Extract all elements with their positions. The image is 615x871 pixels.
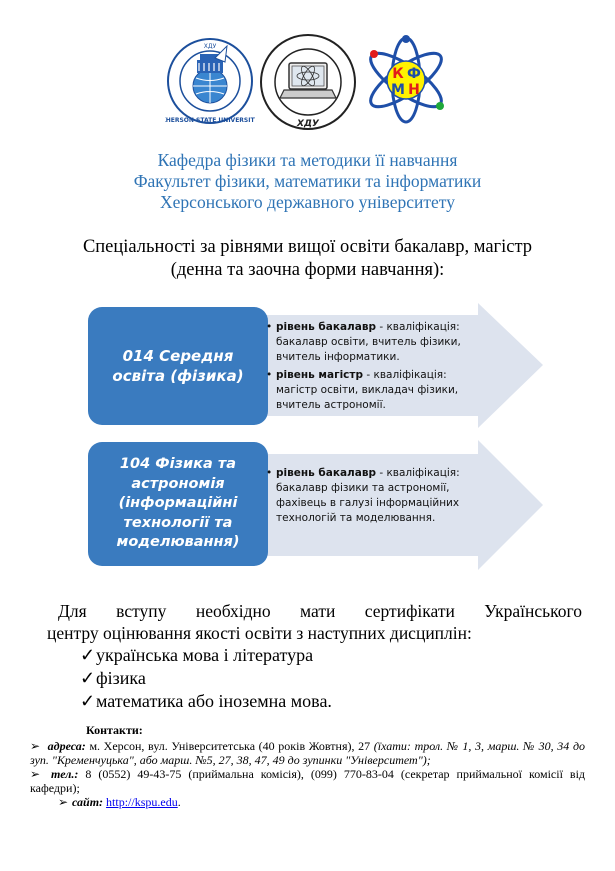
bullet-icon: • xyxy=(266,321,273,333)
qualification-text: бакалавр фізики та астрономії, xyxy=(276,482,450,494)
arrow-bullet-icon: ➢ xyxy=(30,767,41,781)
address-note: (їхати: трол. № 1, 3, марш. № 30, 34 до зуп. "Кременчуцька", або марш. №5, 27, 38, 47, 49 до зупинки "Університет"); xyxy=(30,739,586,767)
logos-row xyxy=(0,28,615,138)
subject-item xyxy=(80,667,332,690)
department-name: Кафедра фізики та методики її навчання xyxy=(157,150,458,170)
svg-text:KHERSON STATE UNIVERSITY: KHERSON STATE UNIVERSITY xyxy=(165,117,255,124)
subject-item xyxy=(80,644,332,667)
qualification-text: вчитель інформатики. xyxy=(276,351,400,363)
specialty-title-line: технології та xyxy=(123,514,233,531)
site-label: сайт: xyxy=(72,795,104,809)
qualification-item xyxy=(266,320,486,365)
specialty-title-box xyxy=(88,442,268,566)
specialty-title-box xyxy=(88,307,268,425)
specialty-title-line: 014 Середня xyxy=(122,347,234,365)
entry-requirements xyxy=(47,600,582,644)
specialty-title-line: (інформаційні xyxy=(118,495,238,512)
subject-label: українська мова і література xyxy=(96,645,314,665)
specialties-heading-line1: Спеціальності за рівнями вищої освіти бакалавр, магістр xyxy=(82,237,533,257)
level-label: рівень бакалавр xyxy=(276,321,376,333)
specialty-items xyxy=(266,466,486,529)
arrow-bullet-icon: ➢ xyxy=(58,795,69,809)
specialty-items xyxy=(266,320,486,416)
qualification-text: фахівець в галузі інформаційних xyxy=(276,497,460,509)
qualification-text: бакалавр освіти, вчитель фізики, xyxy=(276,336,461,348)
subject-list xyxy=(80,644,332,713)
address-text: м. Херсон, вул. Університетська (40 років Жовтня), 27 xyxy=(85,739,374,753)
svg-text:Ф: Ф xyxy=(407,66,421,82)
svg-text:Н: Н xyxy=(408,82,420,98)
subject-label: фізика xyxy=(96,668,146,688)
phone-label: тел.: xyxy=(51,767,79,781)
kfmn-atom-icon xyxy=(360,34,452,126)
contacts-section xyxy=(30,723,585,809)
svg-text:ХДУ: ХДУ xyxy=(297,119,319,129)
address-label: адреса: xyxy=(47,739,86,753)
kherson-state-university-seal-icon xyxy=(165,36,255,126)
bullet-icon: • xyxy=(266,369,273,381)
svg-text:К: К xyxy=(392,66,404,82)
specialty-card-2 xyxy=(88,440,548,570)
qualification-item xyxy=(266,466,486,526)
qualification-text: технологій та моделювання. xyxy=(276,512,436,524)
contacts-title: Контакти: xyxy=(86,723,143,737)
qualification-text: - кваліфікація: xyxy=(363,369,447,381)
level-label: рівень бакалавр xyxy=(276,467,376,479)
level-label: рівень магістр xyxy=(276,369,364,381)
site-end: . xyxy=(177,795,181,809)
svg-text:М: М xyxy=(391,82,405,98)
entry-text-line2: центру оцінювання якості освіти з наступних дисциплін: xyxy=(47,623,472,643)
subject-label: математика або іноземна мова. xyxy=(96,691,332,711)
checkmark-icon: ✓ xyxy=(80,668,96,688)
address-row xyxy=(30,739,585,767)
qualification-text: вчитель астрономії. xyxy=(276,399,386,411)
specialty-title-line: астрономія xyxy=(131,475,225,492)
entry-text-line1: Для вступу необхідно мати сертифікати Українського xyxy=(58,601,582,621)
arrow-bullet-icon: ➢ xyxy=(30,739,41,753)
faculty-laptop-atom-icon xyxy=(258,30,358,134)
qualification-text: - кваліфікація: xyxy=(376,321,460,333)
qualification-text: магістр освіти, викладач фізики, xyxy=(276,384,459,396)
checkmark-icon: ✓ xyxy=(80,645,96,665)
specialty-title-line: 104 Фізика та xyxy=(119,456,237,473)
seal-ring-text: ХДУ xyxy=(203,43,217,50)
specialties-heading xyxy=(0,236,615,282)
phone-row xyxy=(30,767,585,795)
subject-item xyxy=(80,690,332,713)
faculty-name: Факультет фізики, математики та інформатики xyxy=(133,171,482,191)
bullet-icon: • xyxy=(266,467,273,479)
specialty-title-line: освіта (фізика) xyxy=(112,367,244,385)
phone-text: 8 (0552) 49-43-75 (приймальна комісія), (099) 770-83-04 (секретар приймальної комісії від кафедри); xyxy=(30,767,586,795)
qualification-text: - кваліфікація: xyxy=(376,467,460,479)
checkmark-icon: ✓ xyxy=(80,691,96,711)
department-header xyxy=(0,150,615,213)
site-link[interactable]: http://kspu.edu xyxy=(106,795,178,809)
site-row xyxy=(30,795,585,809)
specialty-title-line: моделювання) xyxy=(116,534,240,551)
specialty-card-1 xyxy=(88,303,548,428)
qualification-item xyxy=(266,368,486,413)
specialties-heading-line2: (денна та заочна форми навчання): xyxy=(170,260,445,280)
university-name: Херсонського державного університету xyxy=(160,192,455,212)
